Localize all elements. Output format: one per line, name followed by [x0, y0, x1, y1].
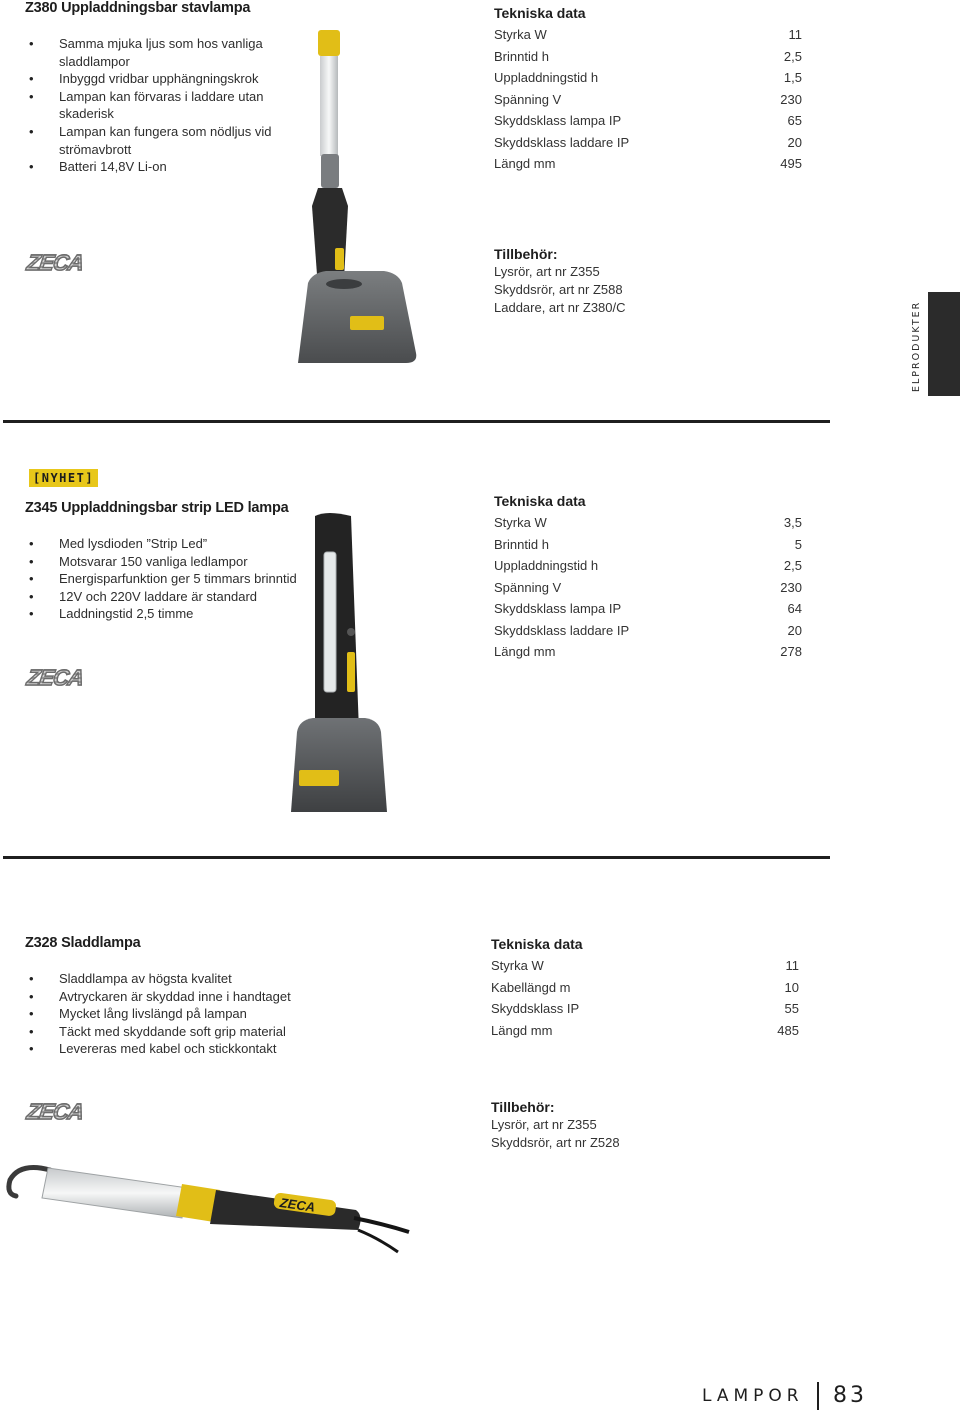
footer-section-name: LAMPOR: [702, 1386, 804, 1406]
zeca-logo: ZECA: [25, 1099, 85, 1124]
product-title-z345: Z345 Uppladdningsbar strip LED lampa: [25, 500, 289, 516]
list-item: • Inbyggd vridbar upphängningskrok: [25, 70, 289, 88]
list-item: • Batteri 14,8V Li-on: [25, 158, 289, 176]
list-item: Laddare, art nr Z380/C: [494, 300, 626, 315]
product-logo: ZECA: [278, 1194, 317, 1215]
specs-title: Tekniska data: [494, 493, 586, 509]
side-tab-label: ELPRODUKTER: [911, 300, 922, 392]
section-divider: [3, 856, 830, 859]
zeca-logo: ZECA: [25, 250, 85, 275]
table-row: Brinntid h 5: [494, 536, 802, 552]
list-item: Lysrör, art nr Z355: [491, 1117, 597, 1132]
list-item: • Lampan kan fungera som nödljus vid strömavbrott: [25, 123, 289, 158]
table-row: Skyddsklass lampa IP 64: [494, 601, 802, 616]
list-item: • Motsvarar 150 vanliga ledlampor: [25, 553, 359, 571]
list-item: • Avtryckaren är skyddad inne i handtaget: [25, 988, 359, 1006]
table-row: Skyddsklass lampa IP 65: [494, 113, 802, 128]
feature-list-z328: [25, 970, 359, 1058]
table-row: Styrka W 3,5: [494, 515, 802, 530]
side-tab: [928, 292, 960, 396]
table-row: Brinntid h 2,5: [494, 48, 802, 64]
list-item: • Samma mjuka ljus som hos vanliga sladdlampor: [25, 35, 289, 70]
list-item: • Laddningstid 2,5 timme: [25, 605, 359, 623]
page-number: 83: [833, 1383, 867, 1408]
list-item: • Mycket lång livslängd på lampan: [25, 1005, 359, 1023]
zeca-logo: ZECA: [25, 665, 85, 690]
list-item: • 12V och 220V laddare är standard: [25, 588, 359, 606]
table-row: Skyddsklass laddare IP 20: [494, 622, 802, 638]
table-row: Längd mm 485: [491, 1022, 799, 1038]
z328-cable-lamp-image: [2, 1158, 412, 1258]
table-row: Spänning V 230: [494, 91, 802, 107]
specs-table-z345: [494, 490, 802, 663]
specs-title: Tekniska data: [494, 5, 586, 21]
list-item: • Energisparfunktion ger 5 timmars brinntid: [25, 570, 359, 588]
table-row: Längd mm 278: [494, 644, 802, 659]
list-item: • Levereras med kabel och stickkontakt: [25, 1040, 359, 1058]
specs-title: Tekniska data: [491, 936, 583, 952]
table-row: Spänning V 230: [494, 579, 802, 595]
product-title-z328: Z328 Sladdlampa: [25, 935, 141, 951]
accessories-title: Tillbehör:: [494, 246, 558, 262]
table-row: Styrka W 11: [494, 27, 802, 42]
table-row: Uppladdningstid h 1,5: [494, 70, 802, 85]
footer-divider: [817, 1382, 819, 1410]
table-row: Skyddsklass laddare IP 20: [494, 134, 802, 150]
new-badge: [NYHET]: [29, 469, 98, 487]
z380-lamp-image: [290, 28, 420, 368]
section-divider: [3, 420, 830, 423]
specs-table-z328: [491, 933, 799, 1041]
list-item: • Lampan kan förvaras i laddare utan skaderisk: [25, 88, 289, 123]
table-row: Kabellängd m 10: [491, 979, 799, 995]
product-title-z380: Z380 Uppladdningsbar stavlampa: [25, 0, 251, 16]
list-item: Lysrör, art nr Z355: [494, 264, 600, 279]
list-item: • Täckt med skyddande soft grip material: [25, 1023, 359, 1041]
z345-led-lamp-image: [285, 512, 395, 817]
list-item: • Sladdlampa av högsta kvalitet: [25, 970, 359, 988]
accessories-z328: [491, 1098, 620, 1152]
accessories-z380: [494, 245, 626, 317]
list-item: Skyddsrör, art nr Z588: [494, 282, 623, 297]
accessories-title: Tillbehör:: [491, 1099, 555, 1115]
list-item: Skyddsrör, art nr Z528: [491, 1135, 620, 1150]
table-row: Styrka W 11: [491, 958, 799, 973]
feature-list-z380: [25, 35, 289, 176]
table-row: Skyddsklass IP 55: [491, 1001, 799, 1016]
list-item: • Med lysdioden ”Strip Led”: [25, 535, 359, 553]
specs-table-z380: [494, 2, 802, 175]
table-row: Uppladdningstid h 2,5: [494, 558, 802, 573]
table-row: Längd mm 495: [494, 156, 802, 171]
